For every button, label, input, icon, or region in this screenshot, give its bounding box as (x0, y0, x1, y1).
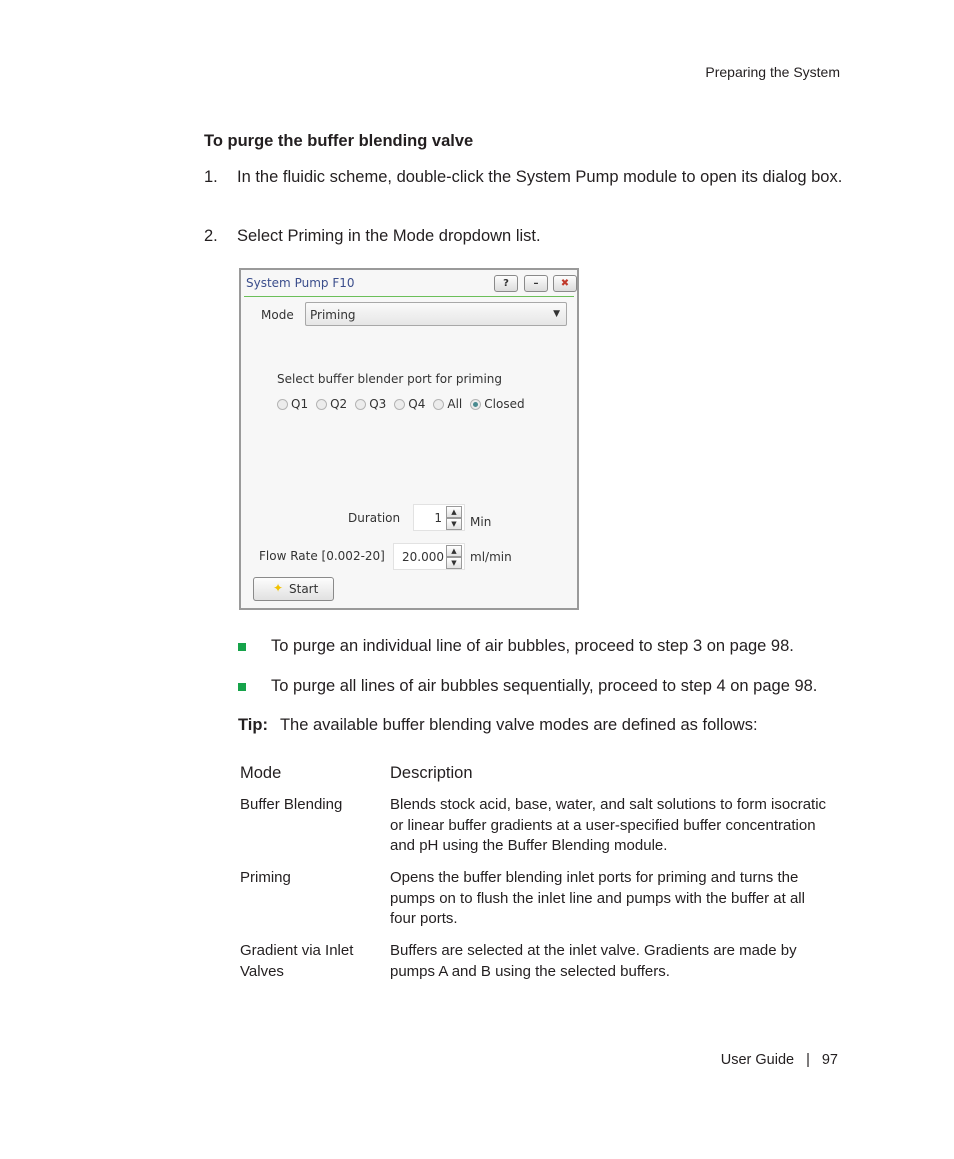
radio-label: Q1 (291, 397, 309, 411)
radio-label: Q4 (408, 397, 426, 411)
radio-label: Q3 (369, 397, 387, 411)
radio-label: Q2 (330, 397, 348, 411)
title-divider (244, 296, 574, 297)
tip-text: The available buffer blending valve modes are defined as follows: (279, 716, 758, 734)
spin-down-icon[interactable]: ▼ (446, 557, 462, 569)
mode-value: Priming (310, 308, 356, 322)
flow-rate-stepper[interactable] (393, 543, 465, 570)
step-number: 1. (204, 168, 218, 186)
radio-dot (433, 399, 444, 410)
close-icon: ✖ (560, 278, 570, 289)
close-button[interactable] (553, 275, 577, 292)
radio-label: Closed (484, 397, 525, 411)
duration-unit: Min (470, 515, 492, 529)
flow-rate-unit: ml/min (470, 550, 512, 564)
radio-all[interactable] (433, 397, 462, 411)
page-number: 97 (821, 1052, 838, 1068)
radio-q4[interactable] (394, 397, 425, 411)
start-icon: ✦ (273, 581, 284, 595)
radio-dot (394, 399, 405, 410)
help-button[interactable] (494, 275, 518, 292)
table-cell-description: Blends stock acid, base, water, and salt solutions to form isocratic or linear buffer gradients at a user-specified buffer concentration and pH using the Buffer Blending module. (390, 796, 827, 854)
duration-stepper[interactable] (413, 504, 465, 531)
step-text: Select Priming in the Mode dropdown list. (237, 227, 541, 245)
radio-label: All (447, 397, 463, 411)
minimize-button[interactable] (524, 275, 548, 292)
radio-dot (355, 399, 366, 410)
bullet-square-icon (238, 683, 246, 691)
system-pump-dialog (239, 268, 579, 610)
radio-q2[interactable] (316, 397, 347, 411)
flow-rate-label: Flow Rate [0.002-20] (259, 549, 385, 563)
minimize-icon: – (533, 278, 539, 289)
bullet-square-icon (238, 643, 246, 651)
tip-label: Tip: (238, 716, 268, 734)
flow-rate-value: 20.000 (402, 550, 444, 564)
table-cell-mode: Priming (240, 869, 291, 886)
table-cell-mode: Gradient via Inlet Valves (240, 942, 354, 980)
table-header-mode: Mode (240, 764, 282, 782)
spin-up-icon[interactable]: ▲ (446, 545, 462, 557)
radio-q3[interactable] (355, 397, 386, 411)
running-head: Preparing the System (705, 64, 840, 80)
section-title: To purge the buffer blending valve (204, 132, 474, 150)
radio-dot (316, 399, 327, 410)
table-header-description: Description (390, 764, 473, 782)
spin-up-icon[interactable]: ▲ (446, 506, 462, 518)
step-text: In the fluidic scheme, double-click the System Pump module to open its dialog box. (237, 168, 843, 186)
page-footer (721, 1052, 838, 1068)
footer-separator: | (806, 1052, 810, 1068)
radio-q1[interactable] (277, 397, 308, 411)
duration-value: 1 (434, 511, 442, 525)
dialog-title: System Pump F10 (246, 276, 355, 290)
chevron-down-icon: ▼ (553, 309, 560, 319)
start-button[interactable] (253, 577, 334, 601)
mode-dropdown[interactable] (305, 302, 567, 326)
radio-closed[interactable] (470, 397, 524, 411)
bullet-text: To purge an individual line of air bubbles, proceed to step 3 on page 98. (271, 637, 794, 655)
port-radio-group (277, 397, 525, 411)
port-caption: Select buffer blender port for priming (277, 372, 502, 386)
bullet-text: To purge all lines of air bubbles sequentially, proceed to step 4 on page 98. (271, 677, 818, 695)
table-cell-description: Buffers are selected at the inlet valve. Gradients are made by pumps A and B using the selected buffers. (390, 942, 797, 980)
duration-label: Duration (348, 511, 401, 525)
tip (238, 716, 758, 735)
footer-label: User Guide (720, 1052, 795, 1068)
step-number: 2. (204, 227, 218, 245)
mode-label: Mode (261, 308, 294, 322)
radio-dot-selected (470, 399, 481, 410)
spin-down-icon[interactable]: ▼ (446, 518, 462, 530)
help-icon: ? (503, 278, 509, 289)
table-cell-mode: Buffer Blending (240, 796, 343, 813)
radio-dot (277, 399, 288, 410)
table-cell-description: Opens the buffer blending inlet ports for priming and turns the pumps on to flush the inlet line and pumps with the buffer at all four ports. (390, 869, 805, 927)
start-label: Start (289, 582, 319, 596)
